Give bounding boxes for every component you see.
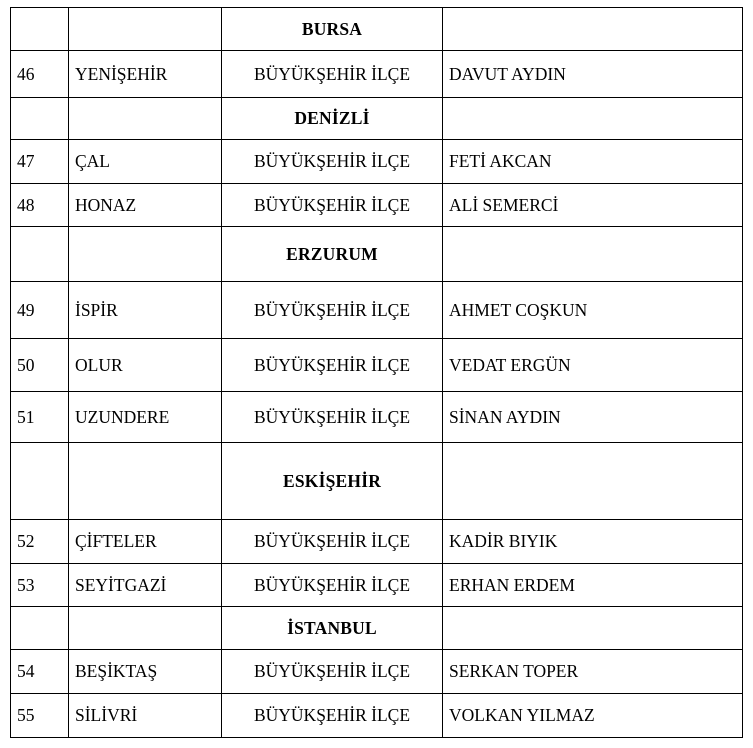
province-name: ESKİŞEHİR	[222, 443, 443, 520]
cell-person-empty	[443, 227, 743, 282]
person-name: DAVUT AYDIN	[443, 51, 743, 98]
district-category: BÜYÜKŞEHİR İLÇE	[222, 51, 443, 98]
cell-district-empty	[69, 8, 222, 51]
person-name: VEDAT ERGÜN	[443, 339, 743, 392]
province-name: DENİZLİ	[222, 98, 443, 140]
table-row	[11, 694, 743, 738]
cell-person-empty	[443, 98, 743, 140]
cell-no-empty	[11, 607, 69, 650]
district-category: BÜYÜKŞEHİR İLÇE	[222, 694, 443, 738]
person-name: AHMET COŞKUN	[443, 282, 743, 339]
person-name: SİNAN AYDIN	[443, 392, 743, 443]
district-name: BEŞİKTAŞ	[69, 650, 222, 694]
district-category: BÜYÜKŞEHİR İLÇE	[222, 184, 443, 227]
province-header-row	[11, 443, 743, 520]
province-name: İSTANBUL	[222, 607, 443, 650]
district-category: BÜYÜKŞEHİR İLÇE	[222, 564, 443, 607]
table-row	[11, 51, 743, 98]
cell-person-empty	[443, 443, 743, 520]
district-name: SEYİTGAZİ	[69, 564, 222, 607]
person-name: SERKAN TOPER	[443, 650, 743, 694]
cell-district-empty	[69, 98, 222, 140]
district-name: OLUR	[69, 339, 222, 392]
row-number: 46	[11, 51, 69, 98]
row-number: 50	[11, 339, 69, 392]
province-header-row	[11, 227, 743, 282]
person-name: KADİR BIYIK	[443, 520, 743, 564]
province-header-row	[11, 98, 743, 140]
province-name: ERZURUM	[222, 227, 443, 282]
person-name: FETİ AKCAN	[443, 140, 743, 184]
table-row	[11, 564, 743, 607]
province-header-row	[11, 8, 743, 51]
province-name: BURSA	[222, 8, 443, 51]
row-number: 47	[11, 140, 69, 184]
person-name: ERHAN ERDEM	[443, 564, 743, 607]
table-row	[11, 520, 743, 564]
cell-district-empty	[69, 607, 222, 650]
province-header-row	[11, 607, 743, 650]
row-number: 55	[11, 694, 69, 738]
table-row	[11, 282, 743, 339]
row-number: 54	[11, 650, 69, 694]
person-name: ALİ SEMERCİ	[443, 184, 743, 227]
district-name: UZUNDERE	[69, 392, 222, 443]
cell-no-empty	[11, 98, 69, 140]
cell-no-empty	[11, 443, 69, 520]
district-category: BÜYÜKŞEHİR İLÇE	[222, 392, 443, 443]
district-name: SİLİVRİ	[69, 694, 222, 738]
row-number: 51	[11, 392, 69, 443]
table-row	[11, 650, 743, 694]
cell-person-empty	[443, 8, 743, 51]
cell-no-empty	[11, 227, 69, 282]
district-category: BÜYÜKŞEHİR İLÇE	[222, 520, 443, 564]
appointments-table	[10, 7, 743, 738]
row-number: 52	[11, 520, 69, 564]
row-number: 49	[11, 282, 69, 339]
district-category: BÜYÜKŞEHİR İLÇE	[222, 650, 443, 694]
district-category: BÜYÜKŞEHİR İLÇE	[222, 140, 443, 184]
district-name: ÇİFTELER	[69, 520, 222, 564]
table-row	[11, 339, 743, 392]
row-number: 48	[11, 184, 69, 227]
district-name: ÇAL	[69, 140, 222, 184]
district-name: YENİŞEHİR	[69, 51, 222, 98]
person-name: VOLKAN YILMAZ	[443, 694, 743, 738]
table-row	[11, 184, 743, 227]
district-name: İSPİR	[69, 282, 222, 339]
row-number: 53	[11, 564, 69, 607]
district-category: BÜYÜKŞEHİR İLÇE	[222, 282, 443, 339]
cell-district-empty	[69, 443, 222, 520]
table-body	[11, 8, 743, 738]
district-category: BÜYÜKŞEHİR İLÇE	[222, 339, 443, 392]
cell-person-empty	[443, 607, 743, 650]
table-row	[11, 392, 743, 443]
district-name: HONAZ	[69, 184, 222, 227]
cell-district-empty	[69, 227, 222, 282]
table-row	[11, 140, 743, 184]
cell-no-empty	[11, 8, 69, 51]
